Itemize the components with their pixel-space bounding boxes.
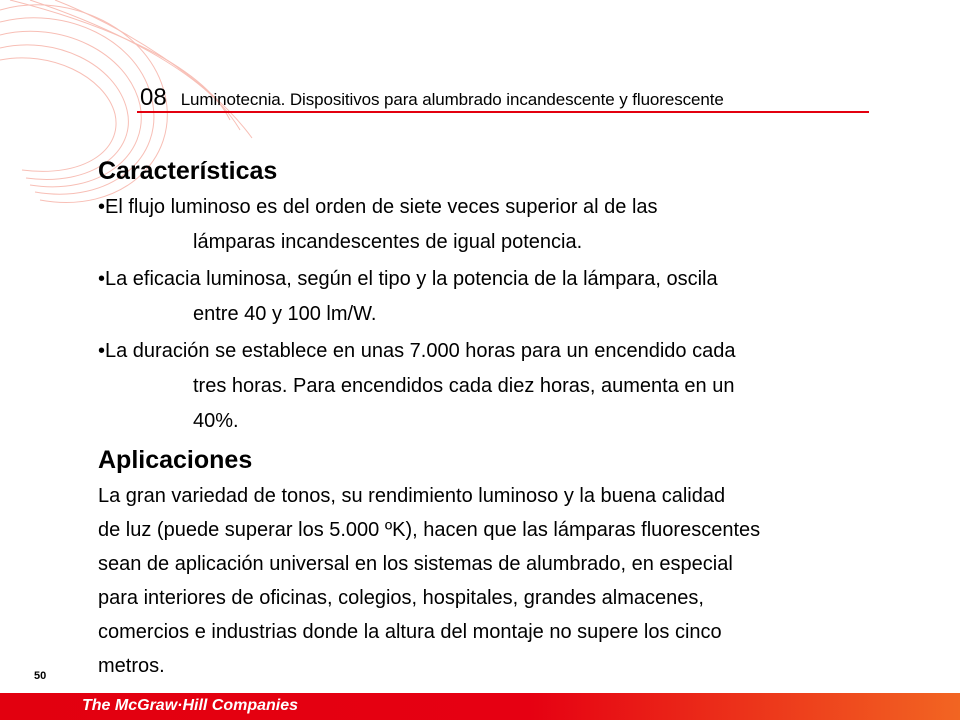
heading-caracteristicas: Características <box>98 157 278 185</box>
paragraph-line: de luz (puede superar los 5.000 ºK), hacen que las lámparas fluorescentes <box>98 519 761 541</box>
aplicaciones-paragraph <box>98 479 898 683</box>
paragraph-line: metros. <box>98 655 165 677</box>
page-number: 50 <box>34 670 47 682</box>
bullet-line: 40%. <box>193 410 239 432</box>
bullet-line: lámparas incandescentes de igual potencia. <box>193 231 583 253</box>
bullet-line: tres horas. Para encendidos cada diez horas, aumenta en un <box>193 375 735 397</box>
paragraph-line: para interiores de oficinas, colegios, hospitales, grandes almacenes, <box>98 587 704 609</box>
paragraph-line: sean de aplicación universal en los sistemas de alumbrado, en especial <box>98 553 733 575</box>
bullet-line: •La duración se establece en unas 7.000 horas para un encendido cada <box>98 340 736 362</box>
footer-bar <box>0 693 960 720</box>
bullet-item <box>98 190 898 260</box>
bullet-line: entre 40 y 100 lm/W. <box>193 303 377 325</box>
bullet-item <box>98 262 898 332</box>
slide-content <box>98 152 898 683</box>
bullet-item <box>98 334 898 439</box>
bullet-line: •El flujo luminoso es del orden de siete veces superior al de las <box>98 196 658 218</box>
paragraph-line: comercios e industrias donde la altura del montaje no supere los cinco <box>98 621 722 643</box>
header-rule <box>137 111 869 113</box>
paragraph-line: La gran variedad de tonos, su rendimiento luminoso y la buena calidad <box>98 485 726 507</box>
publisher-logo: The McGraw·Hill Companies <box>82 697 299 714</box>
chapter-number: 08 <box>140 84 167 111</box>
page-header <box>140 84 868 112</box>
chapter-title: Luminotecnia. Dispositivos para alumbrado incandescente y fluorescente <box>180 90 724 109</box>
heading-aplicaciones: Aplicaciones <box>98 446 253 474</box>
bullet-line: •La eficacia luminosa, según el tipo y la potencia de la lámpara, oscila <box>98 268 718 290</box>
